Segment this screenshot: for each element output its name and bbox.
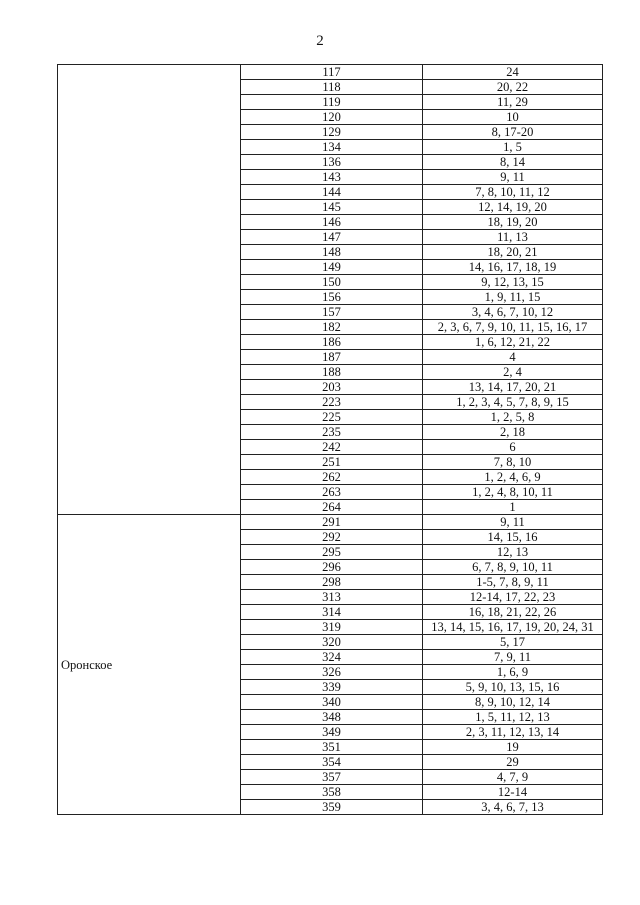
quarter-number-cell: 118	[241, 80, 423, 95]
plot-numbers-cell: 2, 18	[423, 425, 603, 440]
plot-numbers-cell: 11, 13	[423, 230, 603, 245]
quarter-number-cell: 146	[241, 215, 423, 230]
quarter-number-cell: 349	[241, 725, 423, 740]
quarter-number-cell: 357	[241, 770, 423, 785]
quarter-number-cell: 326	[241, 665, 423, 680]
quarter-number-cell: 150	[241, 275, 423, 290]
quarter-number-cell: 291	[241, 515, 423, 530]
quarter-number-cell: 324	[241, 650, 423, 665]
plot-numbers-cell: 12-14	[423, 785, 603, 800]
plot-numbers-cell: 5, 17	[423, 635, 603, 650]
plot-numbers-cell: 14, 16, 17, 18, 19	[423, 260, 603, 275]
quarter-number-cell: 145	[241, 200, 423, 215]
plot-numbers-cell: 1, 2, 3, 4, 5, 7, 8, 9, 15	[423, 395, 603, 410]
quarter-number-cell: 225	[241, 410, 423, 425]
quarter-number-cell: 134	[241, 140, 423, 155]
region-cell: Оронское	[58, 515, 241, 815]
plot-numbers-cell: 6	[423, 440, 603, 455]
plot-numbers-cell: 19	[423, 740, 603, 755]
plot-numbers-cell: 1, 6, 12, 21, 22	[423, 335, 603, 350]
quarters-table	[57, 64, 603, 815]
quarter-number-cell: 348	[241, 710, 423, 725]
quarter-number-cell: 119	[241, 95, 423, 110]
quarter-number-cell: 187	[241, 350, 423, 365]
quarter-number-cell: 143	[241, 170, 423, 185]
plot-numbers-cell: 7, 8, 10, 11, 12	[423, 185, 603, 200]
quarter-number-cell: 359	[241, 800, 423, 815]
plot-numbers-cell: 5, 9, 10, 13, 15, 16	[423, 680, 603, 695]
plot-numbers-cell: 24	[423, 65, 603, 80]
plot-numbers-cell: 20, 22	[423, 80, 603, 95]
region-cell	[58, 65, 241, 515]
plot-numbers-cell: 9, 11	[423, 515, 603, 530]
plot-numbers-cell: 8, 14	[423, 155, 603, 170]
quarter-number-cell: 314	[241, 605, 423, 620]
plot-numbers-cell: 1, 6, 9	[423, 665, 603, 680]
quarter-number-cell: 188	[241, 365, 423, 380]
plot-numbers-cell: 3, 4, 6, 7, 13	[423, 800, 603, 815]
page-number: 2	[316, 33, 324, 49]
quarter-number-cell: 264	[241, 500, 423, 515]
plot-numbers-cell: 1	[423, 500, 603, 515]
quarter-number-cell: 339	[241, 680, 423, 695]
plot-numbers-cell: 2, 4	[423, 365, 603, 380]
quarter-number-cell: 242	[241, 440, 423, 455]
plot-numbers-cell: 9, 12, 13, 15	[423, 275, 603, 290]
quarter-number-cell: 319	[241, 620, 423, 635]
plot-numbers-cell: 13, 14, 15, 16, 17, 19, 20, 24, 31	[423, 620, 603, 635]
quarter-number-cell: 292	[241, 530, 423, 545]
quarter-number-cell: 251	[241, 455, 423, 470]
plot-numbers-cell: 9, 11	[423, 170, 603, 185]
quarter-number-cell: 148	[241, 245, 423, 260]
quarter-number-cell: 203	[241, 380, 423, 395]
quarter-number-cell: 223	[241, 395, 423, 410]
plot-numbers-cell: 4, 7, 9	[423, 770, 603, 785]
plot-numbers-cell: 1, 2, 5, 8	[423, 410, 603, 425]
plot-numbers-cell: 4	[423, 350, 603, 365]
quarter-number-cell: 182	[241, 320, 423, 335]
plot-numbers-cell: 11, 29	[423, 95, 603, 110]
quarter-number-cell: 235	[241, 425, 423, 440]
plot-numbers-cell: 12-14, 17, 22, 23	[423, 590, 603, 605]
table-body	[58, 65, 603, 815]
plot-numbers-cell: 1, 2, 4, 6, 9	[423, 470, 603, 485]
quarter-number-cell: 149	[241, 260, 423, 275]
plot-numbers-cell: 8, 17-20	[423, 125, 603, 140]
plot-numbers-cell: 10	[423, 110, 603, 125]
quarter-number-cell: 263	[241, 485, 423, 500]
quarter-number-cell: 320	[241, 635, 423, 650]
plot-numbers-cell: 1, 5, 11, 12, 13	[423, 710, 603, 725]
plot-numbers-cell: 29	[423, 755, 603, 770]
quarter-number-cell: 186	[241, 335, 423, 350]
plot-numbers-cell: 7, 9, 11	[423, 650, 603, 665]
plot-numbers-cell: 1, 2, 4, 8, 10, 11	[423, 485, 603, 500]
quarter-number-cell: 156	[241, 290, 423, 305]
plot-numbers-cell: 14, 15, 16	[423, 530, 603, 545]
table-row	[58, 515, 603, 530]
table-row	[58, 65, 603, 80]
plot-numbers-cell: 6, 7, 8, 9, 10, 11	[423, 560, 603, 575]
plot-numbers-cell: 2, 3, 11, 12, 13, 14	[423, 725, 603, 740]
quarter-number-cell: 295	[241, 545, 423, 560]
quarter-number-cell: 296	[241, 560, 423, 575]
quarter-number-cell: 340	[241, 695, 423, 710]
quarter-number-cell: 120	[241, 110, 423, 125]
plot-numbers-cell: 12, 14, 19, 20	[423, 200, 603, 215]
quarter-number-cell: 313	[241, 590, 423, 605]
plot-numbers-cell: 7, 8, 10	[423, 455, 603, 470]
quarter-number-cell: 147	[241, 230, 423, 245]
quarter-number-cell: 117	[241, 65, 423, 80]
quarter-number-cell: 298	[241, 575, 423, 590]
plot-numbers-cell: 13, 14, 17, 20, 21	[423, 380, 603, 395]
quarter-number-cell: 262	[241, 470, 423, 485]
quarter-number-cell: 136	[241, 155, 423, 170]
plot-numbers-cell: 2, 3, 6, 7, 9, 10, 11, 15, 16, 17	[423, 320, 603, 335]
plot-numbers-cell: 12, 13	[423, 545, 603, 560]
quarter-number-cell: 144	[241, 185, 423, 200]
plot-numbers-cell: 3, 4, 6, 7, 10, 12	[423, 305, 603, 320]
plot-numbers-cell: 16, 18, 21, 22, 26	[423, 605, 603, 620]
quarter-number-cell: 351	[241, 740, 423, 755]
quarter-number-cell: 129	[241, 125, 423, 140]
plot-numbers-cell: 1-5, 7, 8, 9, 11	[423, 575, 603, 590]
plot-numbers-cell: 8, 9, 10, 12, 14	[423, 695, 603, 710]
plot-numbers-cell: 18, 20, 21	[423, 245, 603, 260]
plot-numbers-cell: 18, 19, 20	[423, 215, 603, 230]
plot-numbers-cell: 1, 9, 11, 15	[423, 290, 603, 305]
quarter-number-cell: 358	[241, 785, 423, 800]
plot-numbers-cell: 1, 5	[423, 140, 603, 155]
quarter-number-cell: 157	[241, 305, 423, 320]
quarter-number-cell: 354	[241, 755, 423, 770]
